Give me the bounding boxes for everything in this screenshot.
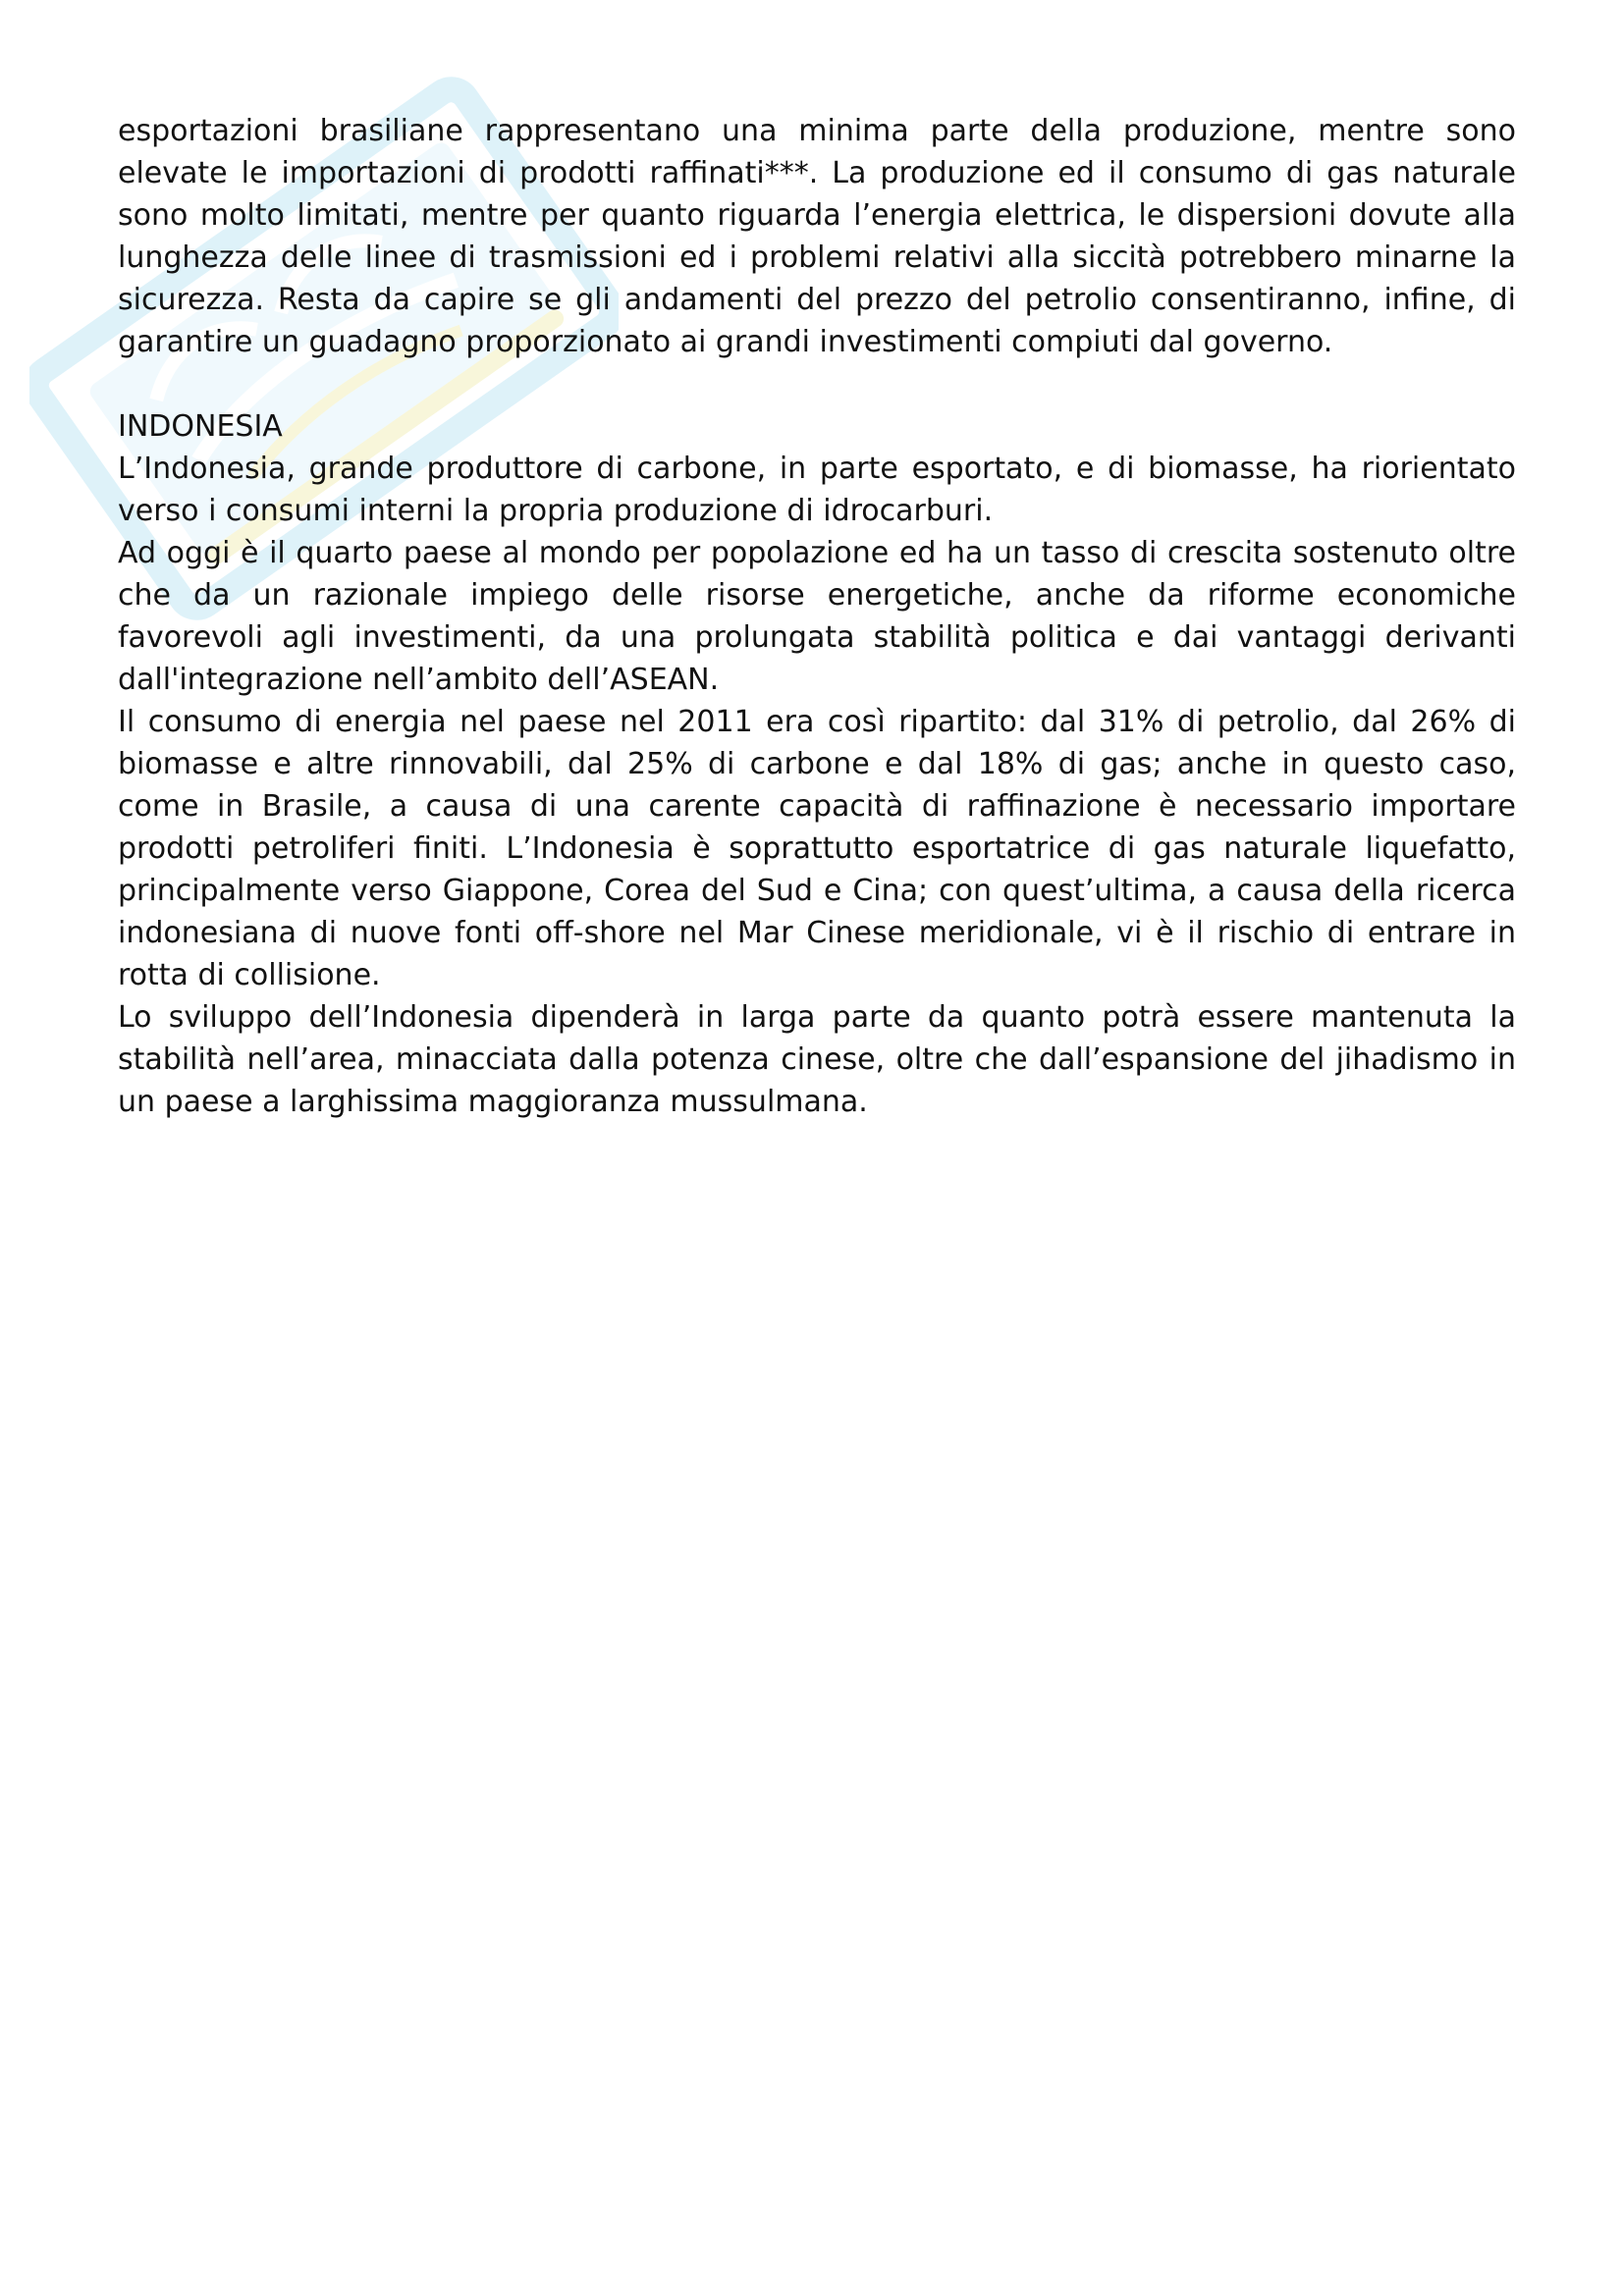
section-heading: INDONESIA xyxy=(118,409,283,444)
paragraph-3: Ad oggi è il quarto paese al mondo per popolazione ed ha un tasso di crescita sostenuto oltre che da un razionale impiego delle risorse energetiche, anche da riforme economiche favorevoli agli investimenti, da una prolungata stabilità politica e dai vantaggi derivanti dall'integrazione nell’ambito dell’ASEAN. xyxy=(118,536,1516,697)
paragraph-5: Lo sviluppo dell’Indonesia dipenderà in larga parte da quanto potrà essere mantenuta la stabilità nell’area, minacciata dalla potenza cinese, oltre che dall’espansione del jihadismo in un paese a larghissima maggioranza mussulmana. xyxy=(118,1000,1516,1119)
paragraph-spacer xyxy=(118,363,1516,405)
document-body xyxy=(118,110,1516,1123)
paragraph-1: esportazioni brasiliane rappresentano una minima parte della produzione, mentre sono elevate le importazioni di prodotti raffinati***. La produzione ed il consumo di gas naturale sono molto limitati, mentre per quanto riguarda l’energia elettrica, le dispersioni dovute alla lunghezza delle linee di trasmissioni ed i problemi relativi alla siccità potrebbero minarne la sicurezza. Resta da capire se gli andamenti del prezzo del petrolio consentiranno, infine, di garantire un guadagno proporzionato ai grandi investimenti compiuti dal governo. xyxy=(118,114,1516,359)
paragraph-4: Il consumo di energia nel paese nel 2011 era così ripartito: dal 31% di petrolio, dal 26% di biomasse e altre rinnovabili, dal 25% di carbone e dal 18% di gas; anche in questo caso, come in Brasile, a causa di una carente capacità di raffinazione è necessario importare prodotti petroliferi finiti. L’Indonesia è soprattutto esportatrice di gas naturale liquefatto, principalmente verso Giappone, Corea del Sud e Cina; con quest’ultima, a causa della ricerca indonesiana di nuove fonti off-shore nel Mar Cinese meridionale, vi è il rischio di entrare in rotta di collisione. xyxy=(118,705,1516,992)
paragraph-2: L’Indonesia, grande produttore di carbone, in parte esportato, e di biomasse, ha riorientato verso i consumi interni la propria produzione di idrocarburi. xyxy=(118,452,1516,528)
